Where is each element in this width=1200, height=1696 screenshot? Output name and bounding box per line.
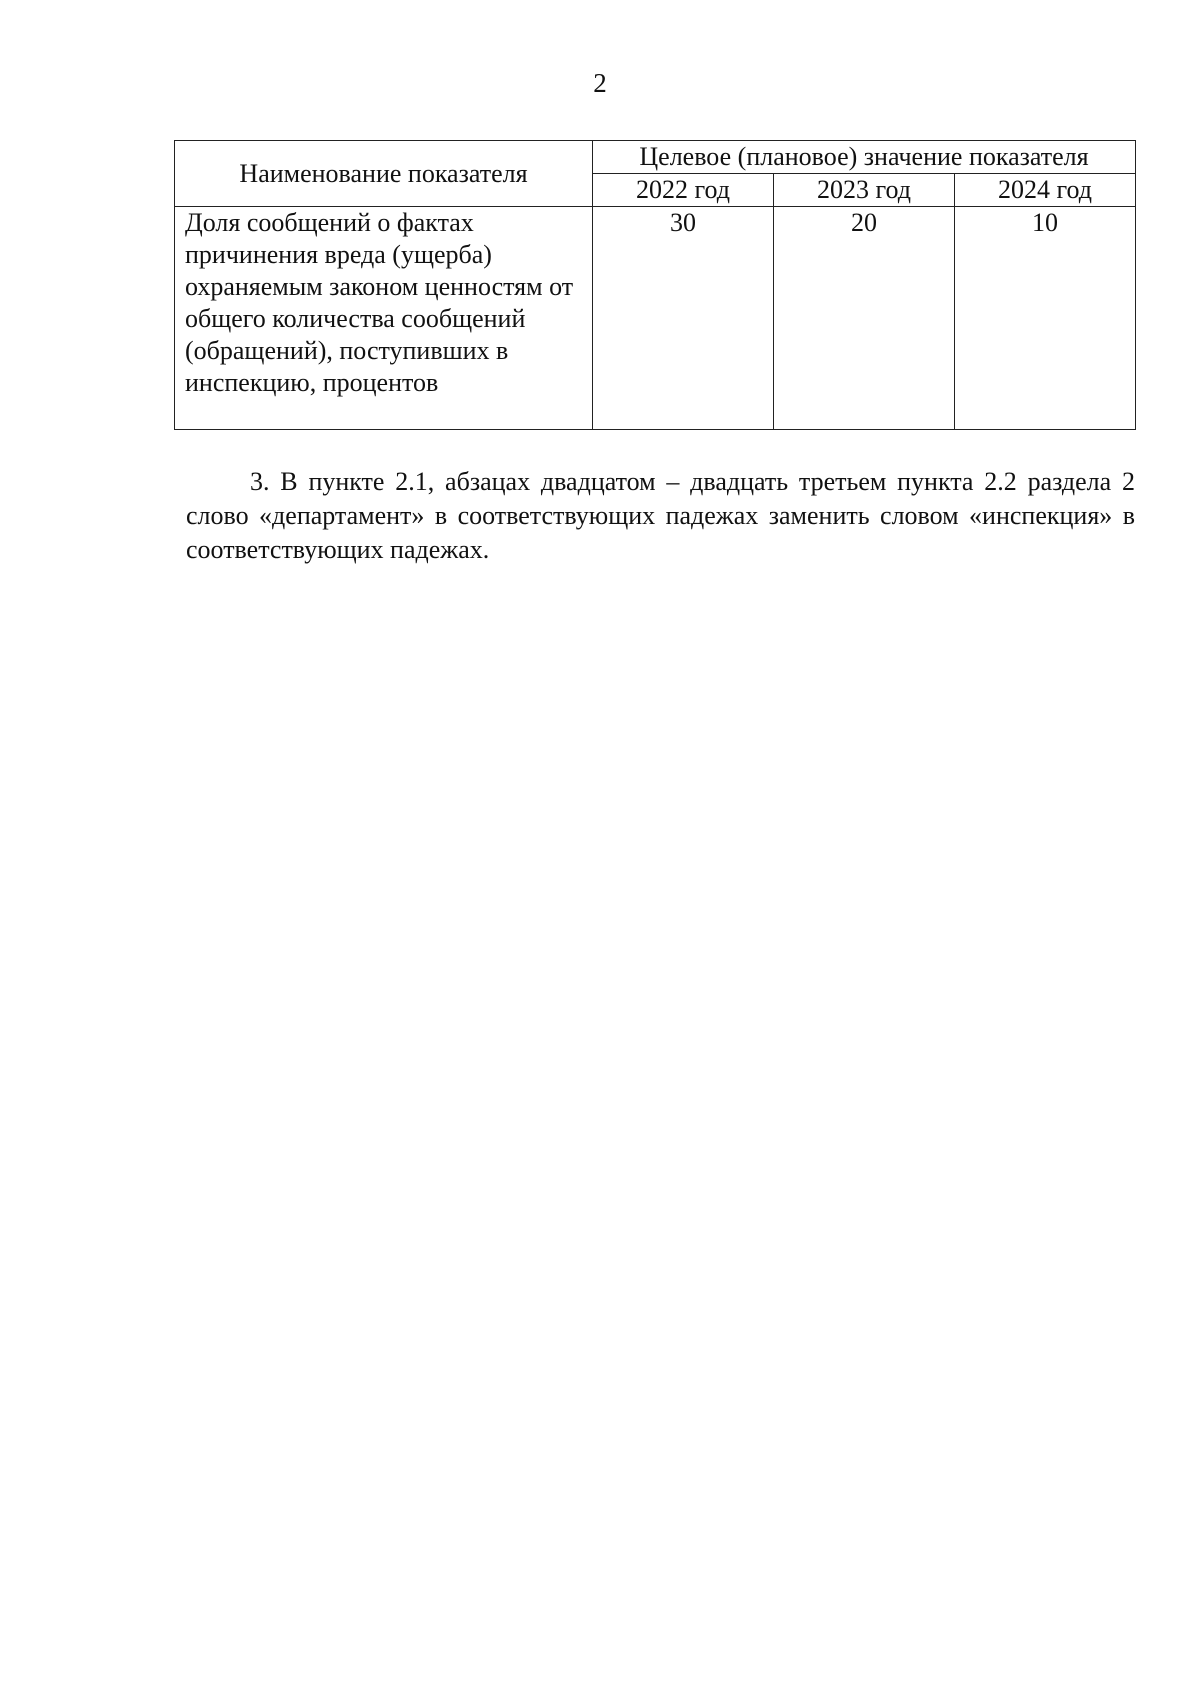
indicator-table [174, 140, 1136, 430]
header-year-2022: 2022 год [593, 174, 774, 207]
header-year-2023: 2023 год [774, 174, 955, 207]
page-number: 2 [593, 68, 607, 98]
table-header-row [175, 141, 1136, 174]
indicator-name-cell: Доля сообщений о фактах причинения вреда (ущерба) охраняемым законом ценностям от общего количества сообщений (обращений), поступивших в инспекцию, процентов [175, 207, 593, 430]
header-indicator-name: Наименование показателя [175, 141, 593, 207]
amendment-paragraph: 3. В пункте 2.1, абзацах двадцатом – двадцать третьем пункта 2.2 раздела 2 слово «департамент» в соответствующих падежах заменить словом «инспекция» в соответствующих падежах. [186, 467, 1135, 564]
header-year-2024: 2024 год [955, 174, 1136, 207]
value-2024-cell: 10 [955, 207, 1136, 430]
value-2022-cell: 30 [593, 207, 774, 430]
table-row [175, 207, 1136, 430]
value-2023-cell: 20 [774, 207, 955, 430]
header-target-value: Целевое (плановое) значение показателя [593, 141, 1136, 174]
